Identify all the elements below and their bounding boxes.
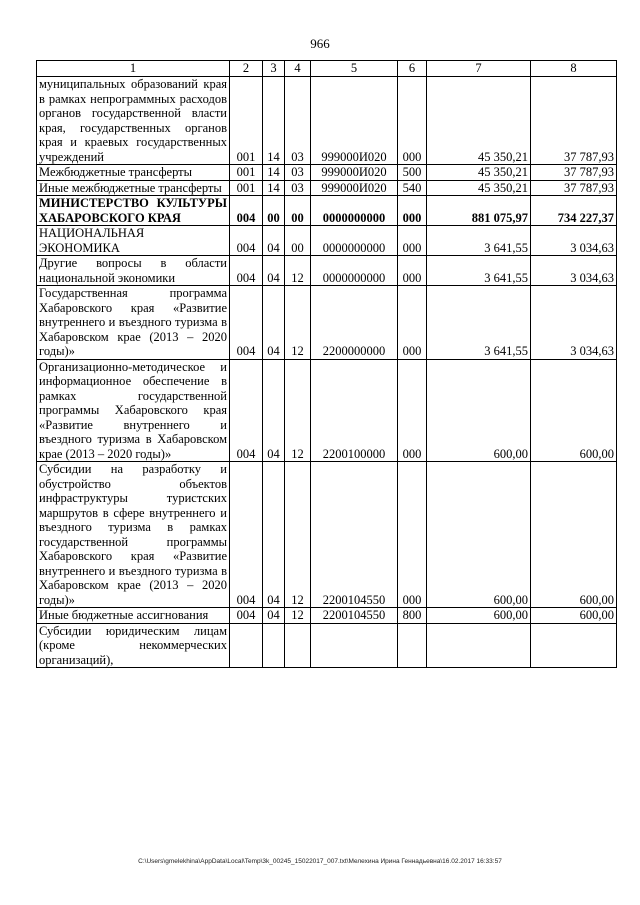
row-name: Иные бюджетные ассигнования bbox=[37, 608, 230, 624]
cell-c4: 00 bbox=[285, 196, 311, 226]
cell-c4: 03 bbox=[285, 165, 311, 181]
cell-c6: 000 bbox=[398, 286, 427, 360]
cell-c6: 000 bbox=[398, 196, 427, 226]
table-row bbox=[37, 77, 617, 165]
row-name: Организационно-методическое и информационное обеспечение в рамках государственной программы Хабаровского края «Развитие внутреннего и въездного туризма в Хабаровском крае (2013 – 2020 годы)» bbox=[37, 359, 230, 462]
cell-c5: 999000И020 bbox=[311, 180, 398, 196]
cell-c6: 000 bbox=[398, 462, 427, 608]
row-name: Субсидии юридическим лицам (кроме некоммерческих организаций), bbox=[37, 623, 230, 668]
column-header: 2 bbox=[230, 61, 263, 77]
table-row bbox=[37, 196, 617, 226]
cell-c7: 45 350,21 bbox=[427, 77, 531, 165]
cell-c7: 45 350,21 bbox=[427, 165, 531, 181]
cell-c4 bbox=[285, 623, 311, 668]
cell-c8: 37 787,93 bbox=[531, 165, 617, 181]
page-number: 966 bbox=[310, 36, 330, 51]
cell-c3: 14 bbox=[263, 165, 285, 181]
cell-c6 bbox=[398, 623, 427, 668]
cell-c3: 04 bbox=[263, 226, 285, 256]
cell-c7: 600,00 bbox=[427, 359, 531, 462]
cell-c4: 12 bbox=[285, 608, 311, 624]
cell-c3: 04 bbox=[263, 608, 285, 624]
cell-c8: 600,00 bbox=[531, 462, 617, 608]
budget-table bbox=[36, 60, 617, 668]
row-name: МИНИСТЕРСТВО КУЛЬТУРЫ ХАБАРОВСКОГО КРАЯ bbox=[37, 196, 230, 226]
cell-c5: 2200100000 bbox=[311, 359, 398, 462]
cell-c5: 2200000000 bbox=[311, 286, 398, 360]
cell-c8: 37 787,93 bbox=[531, 180, 617, 196]
cell-c8: 37 787,93 bbox=[531, 77, 617, 165]
cell-c7: 3 641,55 bbox=[427, 256, 531, 286]
cell-c6: 540 bbox=[398, 180, 427, 196]
cell-c4: 00 bbox=[285, 226, 311, 256]
cell-c2: 004 bbox=[230, 196, 263, 226]
cell-c3: 04 bbox=[263, 286, 285, 360]
cell-c3: 14 bbox=[263, 180, 285, 196]
cell-c5: 999000И020 bbox=[311, 77, 398, 165]
table-row bbox=[37, 359, 617, 462]
cell-c5: 0000000000 bbox=[311, 226, 398, 256]
row-name: Другие вопросы в области национальной экономики bbox=[37, 256, 230, 286]
cell-c4: 12 bbox=[285, 359, 311, 462]
cell-c6: 000 bbox=[398, 77, 427, 165]
cell-c5: 999000И020 bbox=[311, 165, 398, 181]
cell-c6: 000 bbox=[398, 226, 427, 256]
cell-c2: 004 bbox=[230, 462, 263, 608]
row-name: Межбюджетные трансферты bbox=[37, 165, 230, 181]
cell-c3: 00 bbox=[263, 196, 285, 226]
cell-c7: 45 350,21 bbox=[427, 180, 531, 196]
cell-c2: 004 bbox=[230, 359, 263, 462]
cell-c6: 500 bbox=[398, 165, 427, 181]
row-name: НАЦИОНАЛЬНАЯ ЭКОНОМИКА bbox=[37, 226, 230, 256]
cell-c8 bbox=[531, 623, 617, 668]
cell-c2 bbox=[230, 623, 263, 668]
cell-c2: 001 bbox=[230, 165, 263, 181]
cell-c8: 600,00 bbox=[531, 359, 617, 462]
cell-c5: 0000000000 bbox=[311, 196, 398, 226]
cell-c7 bbox=[427, 623, 531, 668]
cell-c6: 800 bbox=[398, 608, 427, 624]
table-row bbox=[37, 462, 617, 608]
cell-c8: 3 034,63 bbox=[531, 226, 617, 256]
cell-c3: 04 bbox=[263, 256, 285, 286]
cell-c3 bbox=[263, 623, 285, 668]
cell-c3: 04 bbox=[263, 359, 285, 462]
cell-c7: 881 075,97 bbox=[427, 196, 531, 226]
column-header: 6 bbox=[398, 61, 427, 77]
cell-c8: 600,00 bbox=[531, 608, 617, 624]
table-row bbox=[37, 608, 617, 624]
cell-c7: 3 641,55 bbox=[427, 226, 531, 256]
column-header: 8 bbox=[531, 61, 617, 77]
column-header: 5 bbox=[311, 61, 398, 77]
cell-c7: 600,00 bbox=[427, 462, 531, 608]
cell-c7: 600,00 bbox=[427, 608, 531, 624]
cell-c2: 001 bbox=[230, 77, 263, 165]
cell-c5: 0000000000 bbox=[311, 256, 398, 286]
table-row bbox=[37, 286, 617, 360]
cell-c7: 3 641,55 bbox=[427, 286, 531, 360]
column-header: 7 bbox=[427, 61, 531, 77]
row-name: муниципальных образований края в рамках непрограммных расходов органов государственной власти края, государственных органов края и краевых государственных учреждений bbox=[37, 77, 230, 165]
column-header: 3 bbox=[263, 61, 285, 77]
table-row bbox=[37, 180, 617, 196]
cell-c5: 2200104550 bbox=[311, 462, 398, 608]
cell-c8: 734 227,37 bbox=[531, 196, 617, 226]
cell-c3: 14 bbox=[263, 77, 285, 165]
row-name: Субсидии на разработку и обустройство объектов инфраструктуры туристских маршрутов в сфере внутреннего и въездного туризма в рамках государственной программы Хабаровского края «Развитие внутреннего и въездного туризма в Хабаровском крае (2013 – 2020 годы)» bbox=[37, 462, 230, 608]
table-header-row bbox=[37, 61, 617, 77]
cell-c2: 001 bbox=[230, 180, 263, 196]
table-row bbox=[37, 256, 617, 286]
cell-c6: 000 bbox=[398, 256, 427, 286]
cell-c8: 3 034,63 bbox=[531, 256, 617, 286]
table-row bbox=[37, 165, 617, 181]
table-row bbox=[37, 623, 617, 668]
cell-c2: 004 bbox=[230, 256, 263, 286]
footer-file-path: C:\Users\gmelekhina\AppData\Local\Temp\3k_00245_15022017_007.txt\Мелехина Ирина Геннадьевна\16.02.2017 16:33:57 bbox=[138, 858, 502, 865]
cell-c2: 004 bbox=[230, 608, 263, 624]
cell-c4: 12 bbox=[285, 286, 311, 360]
cell-c4: 12 bbox=[285, 462, 311, 608]
column-header: 1 bbox=[37, 61, 230, 77]
row-name: Иные межбюджетные трансферты bbox=[37, 180, 230, 196]
cell-c4: 03 bbox=[285, 180, 311, 196]
cell-c4: 03 bbox=[285, 77, 311, 165]
table-row bbox=[37, 226, 617, 256]
cell-c2: 004 bbox=[230, 226, 263, 256]
cell-c8: 3 034,63 bbox=[531, 286, 617, 360]
cell-c4: 12 bbox=[285, 256, 311, 286]
cell-c5 bbox=[311, 623, 398, 668]
cell-c5: 2200104550 bbox=[311, 608, 398, 624]
cell-c2: 004 bbox=[230, 286, 263, 360]
row-name: Государственная программа Хабаровского края «Развитие внутреннего и въездного туризма в Хабаровском крае (2013 – 2020 годы)» bbox=[37, 286, 230, 360]
column-header: 4 bbox=[285, 61, 311, 77]
cell-c3: 04 bbox=[263, 462, 285, 608]
cell-c6: 000 bbox=[398, 359, 427, 462]
